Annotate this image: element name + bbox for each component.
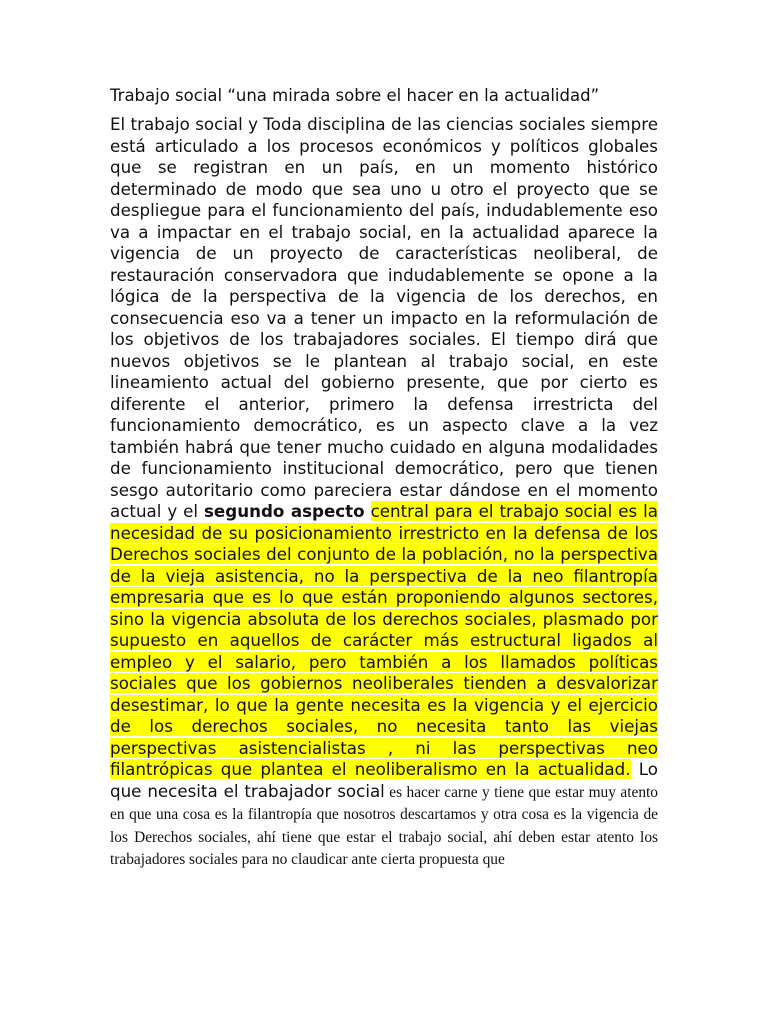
paragraph-text-serif: es hacer carne y tiene que estar muy atento en que una cosa es la filantropía que nosotros descartamos y otra cosa es la vigencia de los Derechos sociales, ahí tiene que estar el trabajo social, ahí deben estar atento los trabajadores sociales para no claudicar ante cierta propuesta que xyxy=(110,783,658,868)
document-page xyxy=(110,84,658,871)
paragraph-text-need: Lo que necesita el trabajador social xyxy=(110,759,658,801)
paragraph-text-intro: El trabajo social y Toda disciplina de las ciencias sociales siempre está articulado a los procesos económicos y políticos globales que se registran en un país, en un momento histórico determinado de modo que sea uno u otro el proyecto que se despliegue para el funcionamiento del país, indudablemente eso va a impactar en el trabajo social, en la actualidad aparece la vigencia de un proyecto de características neoliberal, de restauración conservadora que indudablemente se opone a la lógica de la perspectiva de la vigencia de los derechos, en consecuencia eso va a tener un impacto en la reformulación de los objetivos de los trabajadores sociales. El tiempo dirá que nuevos objetivos se le plantean al trabajo social, en este lineamiento actual del gobierno presente, que por cierto es diferente el anterior, primero la defensa irrestricta del funcionamiento democrático, es un aspecto clave a la vez también habrá que tener mucho cuidado en alguna modalidades de funcionamiento institucional democrático, pero que tienen sesgo autoritario como pareciera estar dándose en el momento actual y el xyxy=(110,114,658,521)
body-paragraph xyxy=(110,114,658,871)
bold-phrase: segundo aspecto xyxy=(204,501,365,521)
document-title: Trabajo social “una mirada sobre el hacer en la actualidad” xyxy=(110,86,600,105)
highlighted-text: central para el trabajo social es la necesidad de su posicionamiento irrestricto en la defensa de los Derechos sociales del conjunto de la población, no la perspectiva de la vieja asistencia, no la perspectiva de la neo filantropía empresaria que es lo que están proponiendo algunos sectores, sino la vigencia absoluta de los derechos sociales, plasmado por supuesto en aquellos de carácter más estructural ligados al empleo y el salario, pero también a los llamados políticas sociales que los gobiernos neoliberales tienden a desvalorizar desestimar, lo que la gente necesita es la vigencia y el ejercicio de los derechos sociales, no necesita tanto las viejas perspectivas asistencialistas , ni las perspectivas neo filantrópicas que plantea el neoliberalismo en la actualidad. xyxy=(110,501,659,779)
paragraph-space xyxy=(365,501,371,521)
